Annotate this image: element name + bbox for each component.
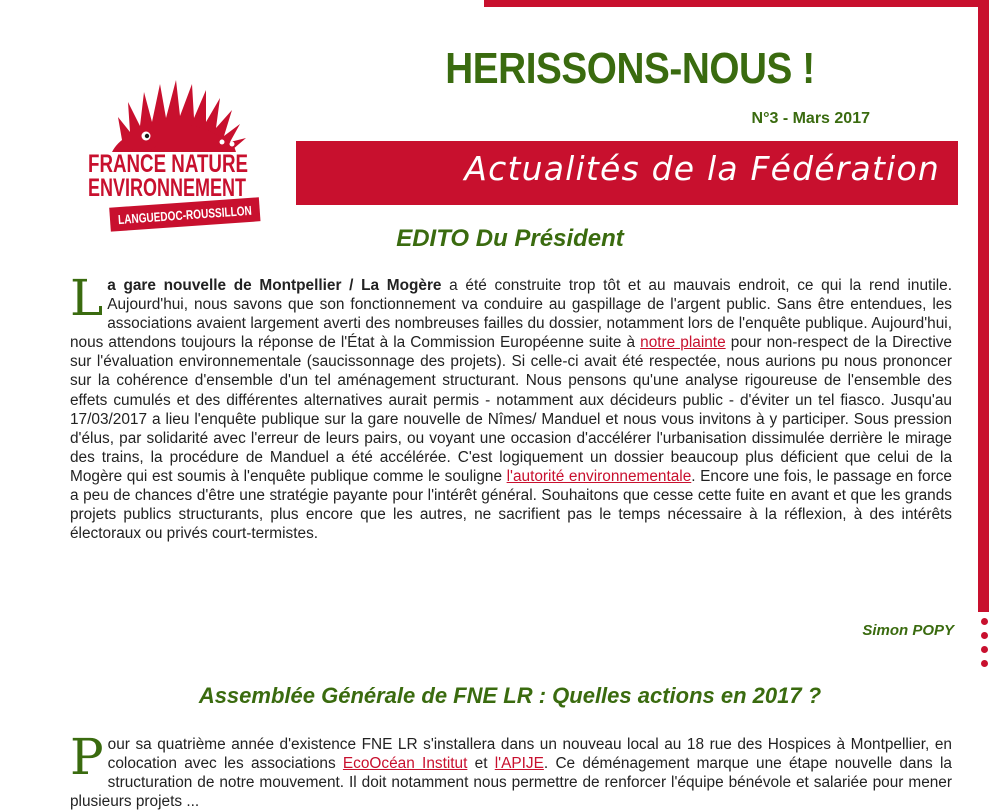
edito-lead: a gare nouvelle de Montpellier / La Mogère xyxy=(107,277,442,294)
decorative-dots xyxy=(978,610,989,670)
hedgehog-logo-icon xyxy=(82,62,292,242)
edito-text-3: . Encore une fois, le passage en force a peu de chances d'être une stratégie payante pour l'intérêt général. Souhaitons que cesse cette fuite en avant et que les grands projets publics structurants, plus encore que les autres, ne sacrifient pas le temps nécessaire à la réflexion, à des intérêts électoraux ou privés court-termistes. xyxy=(70,467,952,543)
edito-signature: Simon POPY xyxy=(862,622,954,639)
logo-line2: ENVIRONNEMENT xyxy=(88,174,246,202)
apije-link[interactable]: l'APIJE xyxy=(494,755,544,773)
logo-line1: FRANCE NATURE xyxy=(88,150,248,178)
section-banner xyxy=(296,141,958,205)
ecoocean-link[interactable]: EcoOcéan Institut xyxy=(342,755,468,773)
ag-drop-cap: P xyxy=(70,728,104,786)
issue-number: N°3 - Mars 2017 xyxy=(751,110,870,127)
ag-text-3: . Ce déménagement marque une étape nouvelle dans la structuration de notre mouvement. Il doit notamment nous permettre de renforcer l'équipe bénévole et salariée pour mener plusieurs projets ... xyxy=(70,755,952,811)
newsletter-title: HERISSONS-NOUS ! xyxy=(445,44,815,93)
notre-plainte-link[interactable]: notre plainte xyxy=(640,334,726,352)
edito-paragraph xyxy=(70,269,953,543)
top-red-bar xyxy=(484,0,989,7)
edito-text-1: a été construite trop tôt et au mauvais endroit, ce qui la rend inutile. Aujourd'hui, nous savons que son fonctionnement va conduire au gaspillage de l'argent public. Sans être entendues, les associations avaient largement averti des nombreuses failles du dossier, notamment lors de l'enquête publique. Aujourd'hui, nous attendons toujours la réponse de l'État à la Commission Européenne suite à xyxy=(70,277,953,352)
ag-title: Assemblée Générale de FNE LR : Quelles actions en 2017 ? xyxy=(198,683,822,708)
autorite-environnementale-link[interactable]: l'autorité environnementale xyxy=(506,467,692,485)
ag-text-1: our sa quatrième année d'existence FNE LR s'installera dans un nouveau local au 18 rue des Hospices à Montpellier, en colocation avec les associations xyxy=(107,736,952,773)
edito-drop-cap: L xyxy=(70,269,104,327)
logo-region: LANGUEDOC-ROUSSILLON xyxy=(117,200,292,228)
edito-text-2: pour non-respect de la Directive sur l'évaluation environnementale (saucissonnage des projets). Si celle-ci avait été respectée, nous aurions pu nous prononcer sur la cohérence d'ensemble d'un tel aménagement structurant. Nous pensons qu'une analyse rigoureuse de l'ensemble des effets cumulés et des différentes alternatives aurait permis - notamment aux décideurs public - d'éviter un tel fiasco. Jusqu'au 17/03/2017 a lieu l'enquête publique sur la gare nouvelle de Nîmes/ Manduel et nous vous invitons à y participer. Sous pression d'élus, par solidarité avec l'erreur de leurs pairs, ou voyant une occasion d'accélérer l'urbanisation dissimulée derrière le mirage des trains, la procédure de Manduel a été accélérée. C'est logiquement un dossier beaucoup plus déficient que celui de la Mogère qui est soumis à l'enquête publique comme le souligne xyxy=(70,334,952,485)
right-red-bar xyxy=(978,0,989,612)
edito-title: EDITO Du Président xyxy=(396,225,624,252)
fne-lr-logo xyxy=(82,62,292,242)
ag-text-2: et xyxy=(467,755,495,773)
banner-title: Actualités de la Fédération xyxy=(464,149,940,188)
ag-paragraph xyxy=(70,728,952,811)
